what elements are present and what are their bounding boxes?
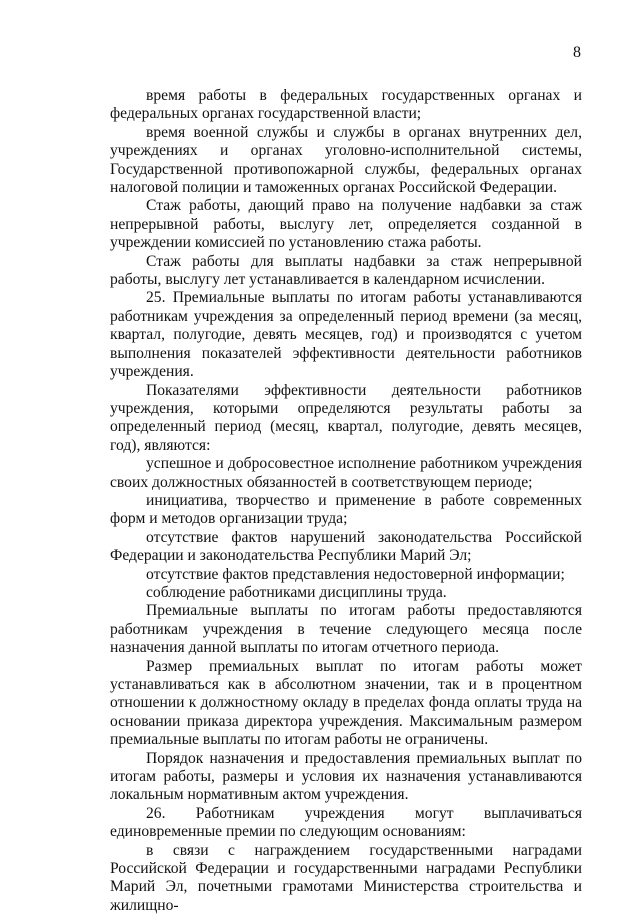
paragraph: соблюдение работниками дисциплины труда. (146, 583, 447, 601)
paragraph: Стаж работы для выплаты надбавки за стаж непрерывной работы, выслугу лет устанавливается в календарном исчислении. (110, 252, 582, 289)
paragraph: отсутствие фактов представления недостоверной информации; (146, 565, 565, 583)
paragraph: время военной службы и службы в органах внутренних дел, учреждениях и органах уголовно-исполнительной системы, Государственной противопожарной службы, федеральных органах налоговой полиции и таможенных органах Российской Федерации. (110, 123, 582, 197)
paragraph: Размер премиальных выплат по итогам работы может устанавливаться как в абсолютном значении, так и в процентном отношении к должностному окладу в пределах фонда оплаты труда на основании приказа директора учреждения. Максимальным размером премиальные выплаты по итогам работы не ограничены. (110, 657, 582, 749)
paragraph: 25. Премиальные выплаты по итогам работы устанавливаются работникам учреждения за определенный период времени (за месяц, квартал, полугодие, девять месяцев, год) и производятся с учетом выполнения показателей эффективности деятельности работников учреждения. (110, 289, 582, 381)
document-body (110, 87, 582, 915)
paragraph: Показателями эффективности деятельности работников учреждения, которыми определяются результаты работы за определенный период (месяц, квартал, полугодие, девять месяцев, год), являются: (110, 381, 582, 454)
paragraph: успешное и добросовестное исполнение работником учреждения своих должностных обязанностей в соответствующем периоде; (110, 455, 582, 491)
paragraph: время работы в федеральных государственных органах и федеральных органах государственной власти; (110, 87, 582, 123)
paragraph: инициатива, творчество и применение в работе современных форм и методов организации труда; (110, 491, 582, 528)
page-number: 8 (573, 44, 581, 61)
paragraph: отсутствие фактов нарушений законодательства Российской Федерации и законодательства Республики Марий Эл; (110, 528, 582, 565)
paragraph: Премиальные выплаты по итогам работы предоставляются работникам учреждения в течение следующего месяца после назначения данной выплаты по итогам отчетного периода. (110, 602, 582, 657)
paragraph: Порядок назначения и предоставления премиальных выплат по итогам работы, размеры и условия их назначения устанавливаются локальным нормативным актом учреждения. (110, 749, 582, 804)
paragraph: в связи с награждением государственными наградами Российской Федерации и государственными наградами Республики Марий Эл, почетными грамотами Министерства строительства и жилищно- (110, 841, 582, 914)
paragraph: Стаж работы, дающий право на получение надбавки за стаж непрерывной работы, выслугу лет, определяется созданной в учреждении комиссией по установлению стажа работы. (110, 197, 582, 252)
paragraph: 26. Работникам учреждения могут выплачиваться единовременные премии по следующим основаниям: (110, 804, 582, 841)
